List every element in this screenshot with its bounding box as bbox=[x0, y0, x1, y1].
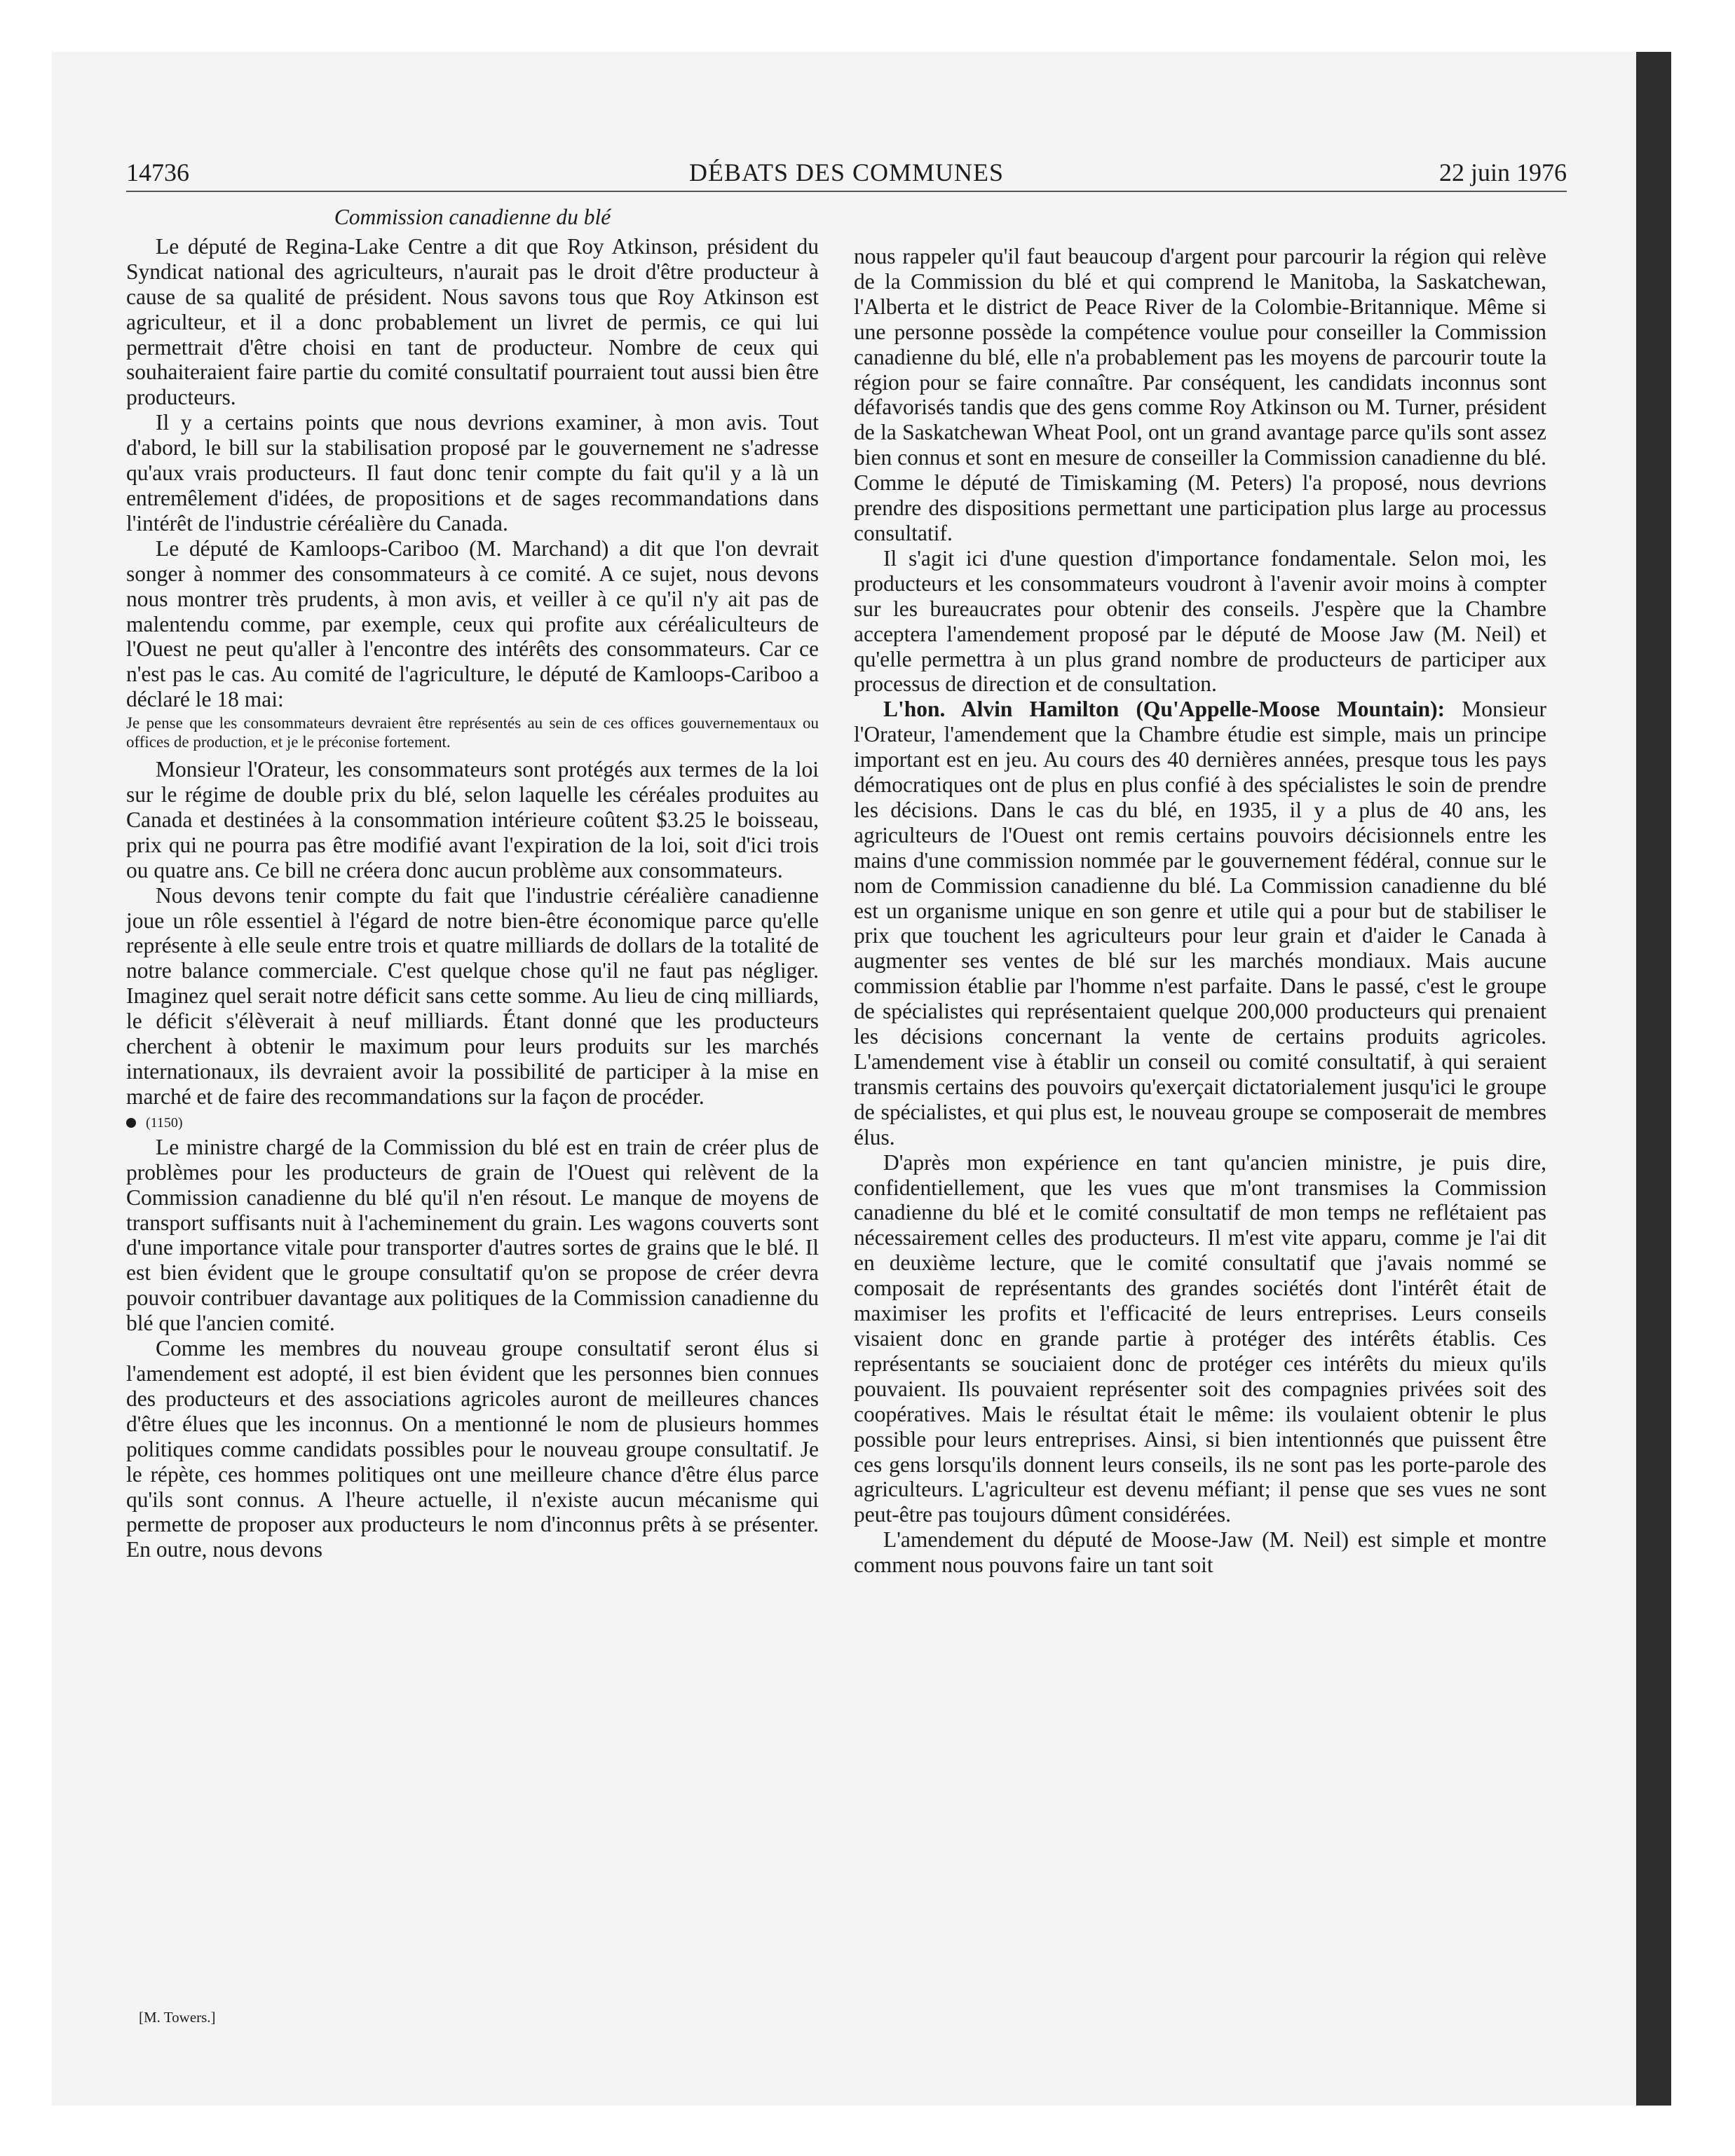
paragraph: D'après mon expérience en tant qu'ancien ministre, je puis dire, confidentiellement, que les vues que m'ont transmises la Commission canadienne du blé et le comité consultatif de mon temps ne reflétaient pas nécessairement celles des producteurs. Il m'est vite apparu, comme je l'ai dit en deuxième lecture, que le comité consultatif que j'avais nommé se composait de représentants des grandes sociétés dont l'intérêt était de maximiser les profits et l'efficacité de leurs entreprises. Leurs conseils visaient donc en grande partie à protéger des intérêts établis. Ces représentants se souciaient donc de protéger ces intérêts du mieux qu'ils pouvaient. Ils pouvaient représenter soit des compagnies privées soit des coopératives. Mais le résultat était le même: ils voulaient obtenir le plus possible pour leurs entreprises. Ainsi, si bien intentionnés que puissent être ces gens lorsqu'ils donnent leurs conseils, ils ne sont pas les porte-parole des agriculteurs. L'agriculteur est devenu méfiant; il pense que ses vues ne sont peut-être pas toujours dûment considérées. bbox=[854, 1149, 1546, 1527]
paragraph: Le député de Regina-Lake Centre a dit que Roy Atkinson, président du Syndicat national des agriculteurs, n'aurait pas le droit d'être producteur à cause de sa qualité de président. Nous savons tous que Roy Atkinson est agriculteur, et il a donc probablement un livret de permis, ce qui lui permettrait d'être choisi en tant de producteur. Nombre de ceux qui souhaiteraient faire partie du comité consultatif pourraient tout aussi bien être producteurs. bbox=[126, 233, 819, 410]
paragraph: nous rappeler qu'il faut beaucoup d'argent pour parcourir la région qui relève de la Commission du blé et qui comprend le Manitoba, la Saskatchewan, l'Alberta et le district de Peace River de la Colombie-Britannique. Même si une personne possède la compétence voulue pour conseiller la Commission canadienne du blé, elle n'a probablement pas les moyens de parcourir toute la région pour se faire connaître. Par conséquent, les candidats inconnus sont défavorisés tandis que des gens comme Roy Atkinson ou M. Turner, président de la Saskatchewan Wheat Pool, ont un grand avantage parce qu'ils sont assez bien connus et sont en mesure de conseiller la Commission canadienne du blé. Comme le député de Timiskaming (M. Peters) l'a proposé, nous devrions prendre des dispositions permettant une participation plus large au processus consultatif. bbox=[854, 244, 1546, 545]
publication-title: DÉBATS DES COMMUNES bbox=[688, 158, 1005, 186]
bullet-icon bbox=[126, 1118, 136, 1128]
paragraph: Il y a certains points que nous devrions examiner, à mon avis. Tout d'abord, le bill sur la stabilisation proposé par le gouvernement ne s'adresse qu'aux vrais producteurs. Il faut donc tenir compte du fait qu'il y a là un entremêlement d'idées, de propositions et de sages recommandations dans l'intérêt de l'industrie céréalière du Canada. bbox=[126, 410, 819, 535]
paragraph: Le ministre chargé de la Commission du blé est en train de créer plus de problèmes pour les producteurs de grain de l'Ouest qui relèvent de la Commission canadienne du blé qu'il n'en résout. Le manque de moyens de transport suffisants nuit à l'acheminement du grain. Les wagons couverts sont d'une importance vitale pour transporter d'autres sortes de grains que le blé. Il est bien évident que le groupe consultatif qu'on se propose de créer devra pouvoir contribuer davantage aux politiques de la Commission canadienne du blé que l'ancien comité. bbox=[126, 1134, 819, 1336]
page-header bbox=[126, 156, 1567, 192]
page-date: 22 juin 1976 bbox=[1438, 158, 1567, 186]
footer-note: [M. Towers.] bbox=[139, 2009, 216, 2026]
paragraph: Nous devons tenir compte du fait que l'industrie céréalière canadienne joue un rôle essentiel à l'égard de notre bien-être économique parce qu'elle représente à elle seule entre trois et quatre milliards de dollars de la totalité de notre balance commerciale. C'est quelque chose qu'il ne faut pas négliger. Imaginez quel serait notre déficit sans cette somme. Au lieu de cinq milliards, le déficit s'élèverait à neuf milliards. Étant donné que les producteurs cherchent à obtenir le maximum pour leurs produits sur les marchés internationaux, ils devraient avoir la possibilité de participer à la mise en marché et de faire des recommandations sur la façon de procéder. bbox=[126, 882, 819, 1109]
block-quote: Je pense que les consommateurs devraient être représentés au sein de ces offices gouvernementaux ou offices de production, et je le préconise fortement. bbox=[126, 714, 819, 751]
timestamp-text: (1150) bbox=[146, 1114, 183, 1131]
section-title: Commission canadienne du blé bbox=[334, 205, 611, 229]
timestamp-marker bbox=[126, 1112, 819, 1133]
right-column bbox=[854, 244, 1546, 1578]
paragraph: Comme les membres du nouveau groupe consultatif seront élus si l'amendement est adopté, il est bien évident que les personnes bien connues des producteurs et des associations agricoles auront de meilleures chances d'être élues que les inconnus. On a mentionné le nom de plusieurs hommes politiques comme candidats possibles pour le nouveau groupe consultatif. Je le répète, ces hommes politiques ont une meilleure chance d'être élus parce qu'ils sont connus. A l'heure actuelle, il n'existe aucun mécanisme qui permette de proposer aux producteurs le nom d'inconnus prêts à se présenter. En outre, nous devons bbox=[126, 1336, 819, 1562]
scan-edge-bar bbox=[1636, 52, 1671, 2106]
speaker-paragraph bbox=[854, 697, 1546, 1149]
speaker-name: L'hon. Alvin Hamilton (Qu'Appelle-Moose Mountain): bbox=[883, 697, 1445, 722]
paragraph: L'amendement du député de Moose-Jaw (M. Neil) est simple et montre comment nous pouvons faire un tant soit bbox=[854, 1527, 1546, 1578]
paragraph: Le député de Kamloops-Cariboo (M. Marchand) a dit que l'on devrait songer à nommer des consommateurs à ce comité. A ce sujet, nous devons nous montrer très prudents, à mon avis, et veiller à ce qu'il n'y ait pas de malentendu comme, par exemple, ceux qui profite aux céréaliculteurs de l'Ouest ne peut qu'aller à l'encontre des intérêts des consommateurs. Car ce n'est pas le cas. Au comité de l'agriculture, le député de Kamloops-Cariboo a déclaré le 18 mai: bbox=[126, 535, 819, 712]
paragraph: Monsieur l'Orateur, les consommateurs sont protégés aux termes de la loi sur le régime de double prix du blé, selon laquelle les céréales produites au Canada et destinées à la consommation intérieure coûtent $3.25 le boisseau, prix qui ne pourra pas être modifié avant l'expiration de la loi, soit d'ici trois ou quatre ans. Ce bill ne créera donc aucun problème aux consommateurs. bbox=[126, 757, 819, 882]
speaker-text: Monsieur l'Orateur, l'amendement que la Chambre étudie est simple, mais un principe important est en jeu. Au cours des 40 dernières années, presque tous les pays démocratiques ont de plus en plus confié à des spécialistes le soin de prendre les décisions. Dans le cas du blé, en 1935, il y a plus de 40 ans, les agriculteurs de l'Ouest ont remis certains pouvoirs décisionnels entre les mains d'une commission nommée par le gouvernement fédéral, connue sur le nom de Commission canadienne du blé. La Commission canadienne du blé est un organisme unique en son genre et utile qui a pour but de stabiliser le prix que touchent les agriculteurs pour leur grain et d'aider le Canada à augmenter ses ventes de blé sur les marchés mondiaux. Mais aucune commission établie par l'homme n'est parfaite. Dans le passé, c'est le groupe de spécialistes qui représentaient quelque 200,000 producteurs qui prenaient les décisions concernant la vente de certains produits agricoles. L'amendement vise à établir un conseil ou comité consultatif, à qui seraient transmis certains des pouvoirs qu'exerçait dictatorialement jusqu'ici le groupe de spécialistes, et qui plus est, le nouveau groupe se composerait de membres élus. bbox=[854, 697, 1547, 1149]
paragraph: Il s'agit ici d'une question d'importance fondamentale. Selon moi, les producteurs et les consommateurs voudront à l'avenir avoir moins à compter sur les bureaucrates pour obtenir des conseils. J'espère que la Chambre acceptera l'amendement proposé par le député de Moose Jaw (M. Neil) et qu'elle permettra à un plus grand nombre de producteurs de participer aux processus de direction et de consultation. bbox=[854, 545, 1546, 697]
page-number: 14736 bbox=[126, 158, 189, 186]
left-column bbox=[126, 205, 819, 1562]
